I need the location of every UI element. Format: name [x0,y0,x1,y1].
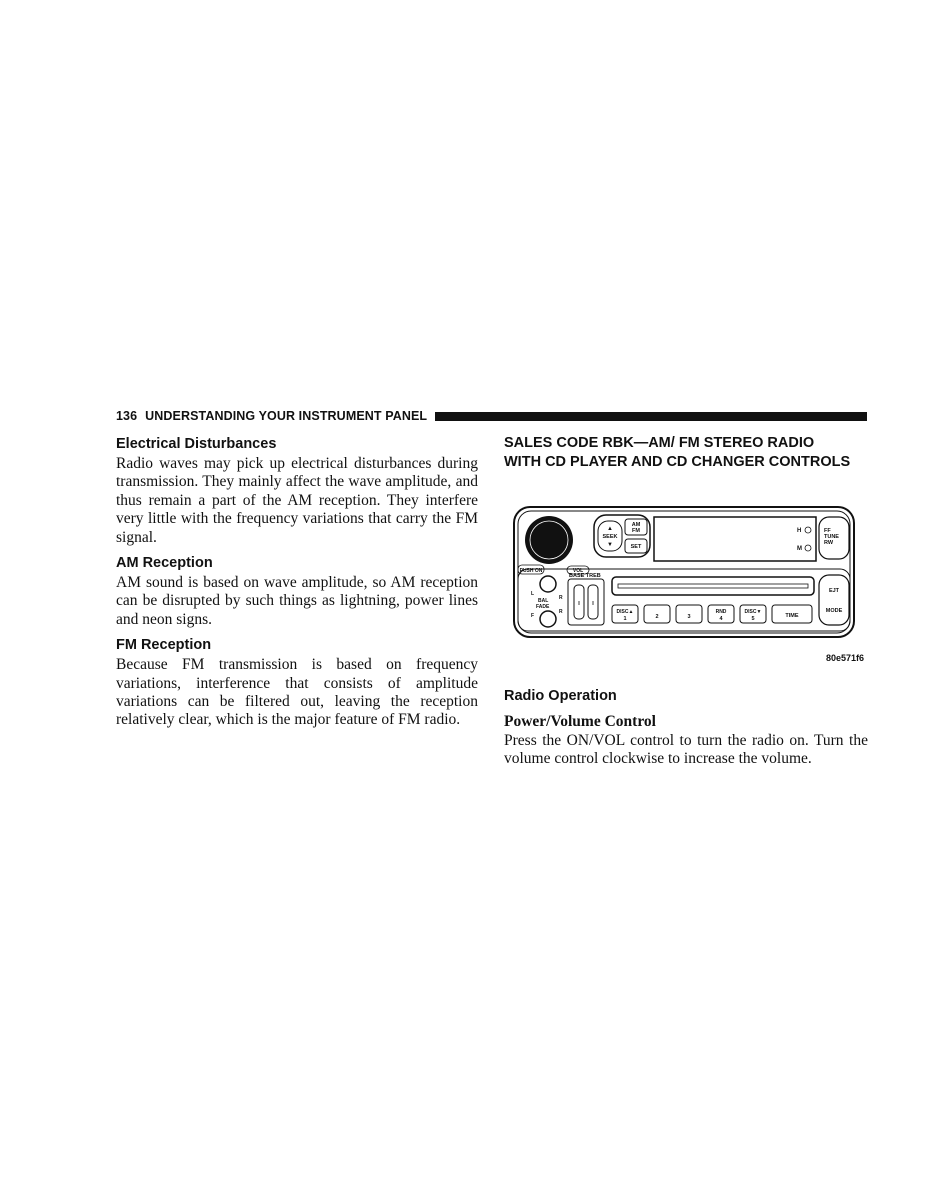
push-on-label: PUSH ON [519,568,543,574]
svg-text:▼: ▼ [607,542,613,548]
fade-label: FADE [536,604,550,610]
r-label: R [559,595,563,601]
electrical-section [116,434,478,547]
seek-label: SEEK [602,534,618,540]
left-column [116,434,478,736]
preset-5-label: 5 [751,616,755,622]
svg-text:▲: ▲ [607,526,613,532]
radio-illustration [504,505,868,663]
fm-section [116,635,478,730]
vol-label: VOL [572,568,584,574]
bal-label: BAL [538,598,549,604]
page-number: 136 [116,409,138,423]
power-volume-heading: Power/Volume Control [504,713,656,730]
radio-display [654,517,816,561]
rw-label: RW [824,540,834,546]
preset-2-label: 2 [655,614,659,620]
sales-heading-line1: SALES CODE RBK—AM/ FM STEREO RADIO [504,435,815,451]
figure-code: 80e571f6 [825,653,864,663]
ff-label: FF [824,528,831,534]
power-volume-text: Press the ON/VOL control to turn the radio on. Turn the volume control clockwise to increase the volume. [504,732,868,768]
h-label: H [797,528,802,534]
power-volume-section [504,712,868,769]
tune-label: TUNE [824,534,839,540]
cd-slot [612,577,814,595]
set-label: SET [630,544,642,550]
fm-text: Because FM transmission is based on frequency variations, interference that consists of amplitude variations can be filtered out, leaving the reception relatively clear, which is the major feature of FM radio. [116,656,478,729]
header-title: UNDERSTANDING YOUR INSTRUMENT PANEL [145,409,428,423]
fm-heading: FM Reception [116,637,212,654]
am-section [116,553,478,629]
preset-3-label: 3 [687,614,691,620]
am-text: AM sound is based on wave amplitude, so AM reception can be disrupted by such things as lightning, power lines and neon signs. [116,574,478,628]
preset-1-label: 1 [623,616,627,622]
electrical-heading: Electrical Disturbances [116,436,277,452]
sales-heading-line2: WITH CD PLAYER AND CD CHANGER CONTROLS [504,453,851,470]
l-label: L [531,591,535,597]
m-label: M [797,546,802,552]
right-column [504,434,868,769]
disc-up-label: DISC▲ [616,609,634,615]
preset-4-label: 4 [719,616,723,622]
page-header [116,408,867,424]
volume-knob [525,516,573,564]
mode-label: MODE [825,608,843,614]
am-heading: AM Reception [116,555,213,572]
radio-operation-heading: Radio Operation [504,688,617,704]
electrical-text: Radio waves may pick up electrical disturbances during transmission. They mainly affect the wave amplitude, and thus remain a part of the AM reception. They interfere very little with the frequency variations that carry the FM signal. [116,455,478,546]
f-label: F [531,613,535,619]
radio-operation-section [504,686,868,706]
r2-label: R [559,609,563,615]
fm-label: FM [632,528,640,534]
rnd-label: RND [715,609,727,615]
time-label: TIME [785,613,799,619]
radio-faceplate [504,505,868,655]
ejt-label: EJT [828,588,840,594]
base-treb-label: BASE TREB [569,573,601,579]
sales-code-heading [504,434,868,471]
header-rule [435,412,867,421]
disc-down-label: DISC▼ [744,609,762,615]
am-label: AM [631,522,641,528]
